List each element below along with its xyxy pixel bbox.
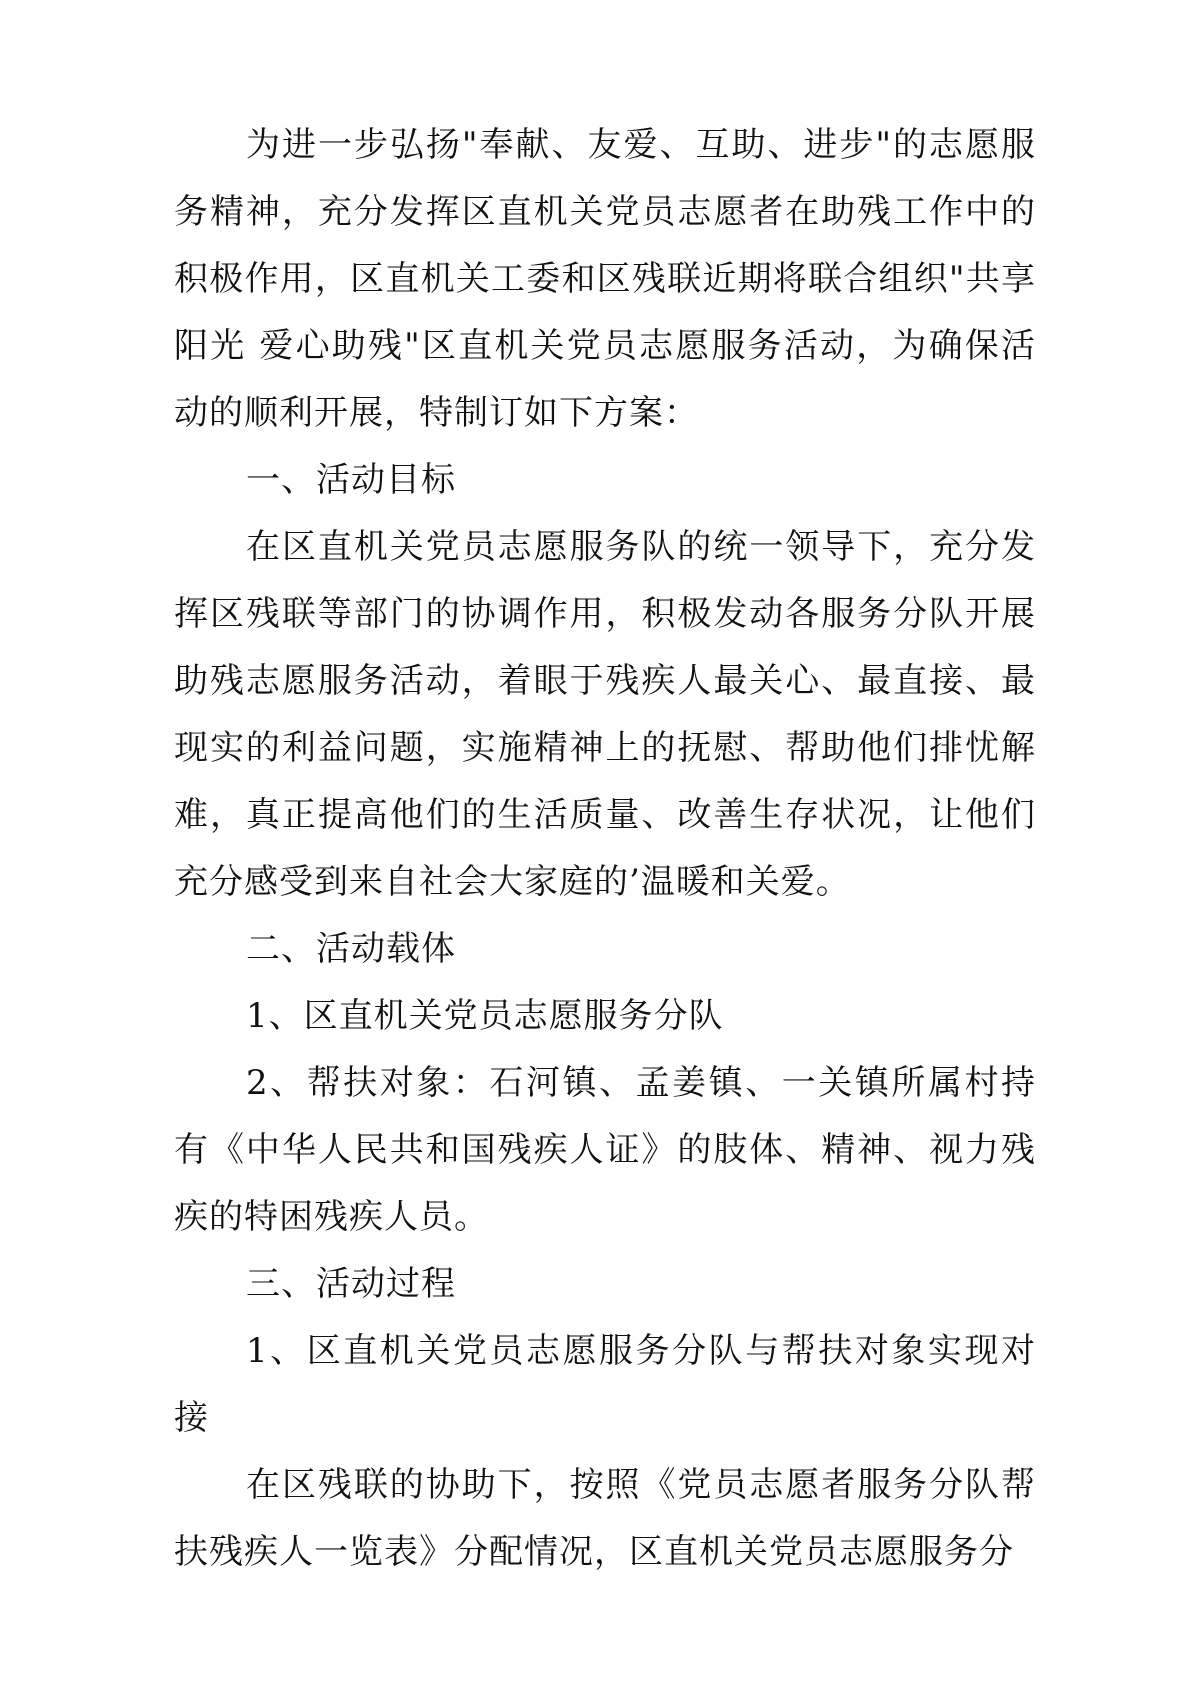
intro-paragraph: 为进一步弘扬"奉献、友爱、互助、进步"的志愿服务精神，充分发挥区直机关党员志愿者在助残工作中的积极作用，区直机关工委和区残联近期将联合组织"共享阳光 爱心助残"区直机关党员志愿服务活动，为确保活动的顺利开展，特制订如下方案： (174, 125, 1036, 433)
process-paragraph: 在区残联的协助下，按照《党员志愿者服务分队帮扶残疾人一览表》分配情况，区直机关党员志愿服务分 (174, 1465, 1036, 1572)
carrier-item-1: 1、区直机关党员志愿服务分队 (246, 996, 724, 1036)
section-heading-process: 三、活动过程 (246, 1264, 456, 1304)
document-body (174, 112, 1036, 1586)
goals-paragraph: 在区直机关党员志愿服务队的统一领导下，充分发挥区残联等部门的协调作用，积极发动各服务分队开展助残志愿服务活动，着眼于残疾人最关心、最直接、最现实的利益问题，实施精神上的抚慰、帮助他们排忧解难，真正提高他们的生活质量、改善生存状况，让他们充分感受到来自社会大家庭的’温暖和关爱。 (174, 527, 1036, 902)
carrier-item-2: 2、帮扶对象：石河镇、孟姜镇、一关镇所属村持有《中华人民共和国残疾人证》的肢体、精神、视力残疾的特困残疾人员。 (174, 1063, 1036, 1237)
section-heading-goals: 一、活动目标 (246, 460, 456, 500)
section-heading-carrier: 二、活动载体 (246, 929, 456, 969)
process-item-1: 1、区直机关党员志愿服务分队与帮扶对象实现对接 (174, 1331, 1036, 1438)
